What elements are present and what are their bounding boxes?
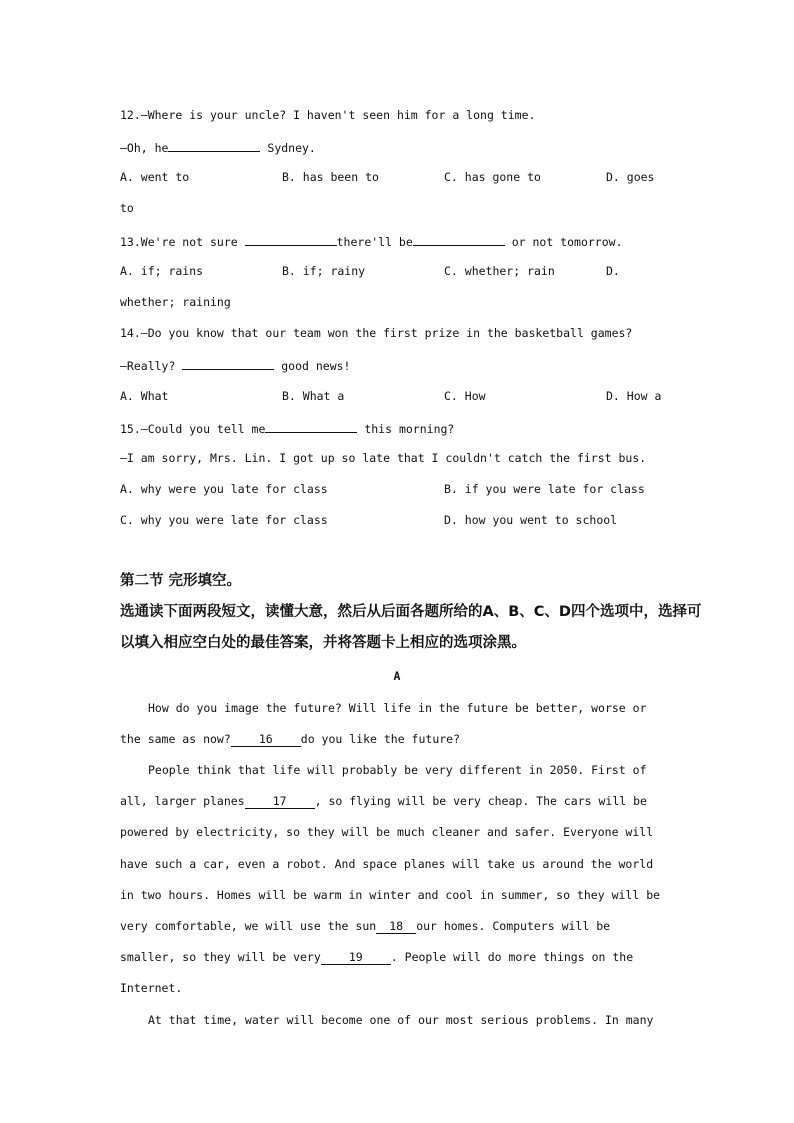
q14-option-b: B. What a — [282, 389, 345, 403]
answer-blank — [265, 420, 357, 433]
q13-stem: 13.We're not sure there'll be or not tomorrow. — [120, 235, 623, 249]
q15-option-d: D. how you went to school — [444, 513, 618, 527]
q13-option-d: D. — [606, 264, 620, 278]
q13-option-a: A. if; rains — [120, 264, 204, 278]
q12-option-d: D. goes — [606, 170, 655, 184]
q13-option-c: C. whether; rain — [444, 264, 555, 278]
q13-option-d-cont: whether; raining — [120, 295, 231, 309]
q14-option-d: D. How a — [606, 389, 662, 403]
passage-line: very comfortable, we will use the sun 18 our homes. Computers will be — [120, 919, 611, 933]
answer-blank — [245, 233, 337, 246]
blank-17: 17 — [245, 794, 315, 809]
blank-19: 19 — [321, 950, 391, 965]
section-title: 第二节 完形填空。 — [120, 573, 242, 589]
q12-option-c: C. has gone to — [444, 170, 541, 184]
passage-line: Internet. — [120, 981, 183, 995]
q15-option-b: B. if you were late for class — [444, 482, 645, 496]
passage-line: the same as now? 16 do you like the future? — [120, 732, 461, 746]
passage-line: have such a car, even a robot. And space planes will take us around the world — [120, 857, 654, 871]
answer-blank — [168, 139, 260, 152]
q13-option-b: B. if; rainy — [282, 264, 366, 278]
passage-line: People think that life will probably be very different in 2050. First of — [148, 763, 647, 777]
blank-18: 18 — [376, 919, 416, 934]
q12-option-d-cont: to — [120, 201, 134, 215]
q14-response: —Really? good news! — [120, 359, 351, 373]
q15-option-a: A. why were you late for class — [120, 482, 328, 496]
q15-stem: 15.—Could you tell me this morning? — [120, 422, 455, 436]
q15-response: —I am sorry, Mrs. Lin. I got up so late that I couldn't catch the first bus. — [120, 451, 647, 465]
section-instructions-2: 以填入相应空白处的最佳答案，并将答题卡上相应的选项涂黑。 — [120, 635, 526, 651]
q12-response: —Oh, he Sydney. — [120, 141, 316, 155]
passage-line: all, larger planes 17 , so flying will be very cheap. The cars will be — [120, 794, 647, 808]
answer-blank — [182, 357, 274, 370]
q15-option-c: C. why you were late for class — [120, 513, 328, 527]
q12-stem: 12.—Where is your uncle? I haven't seen him for a long time. — [120, 108, 536, 122]
q12-option-a: A. went to — [120, 170, 190, 184]
passage-label: A — [393, 669, 401, 683]
passage-line: How do you image the future? Will life in the future be better, worse or — [148, 701, 647, 715]
passage-line: powered by electricity, so they will be much cleaner and safer. Everyone will — [120, 825, 654, 839]
passage-line: in two hours. Homes will be warm in winter and cool in summer, so they will be — [120, 888, 661, 902]
q14-option-c: C. How — [444, 389, 486, 403]
answer-blank — [413, 233, 505, 246]
q12-option-b: B. has been to — [282, 170, 379, 184]
blank-16: 16 — [231, 732, 301, 747]
section-instructions-1: 选通读下面两段短文，读懂大意，然后从后面各题所给的A、B、C、D四个选项中，选择可 — [120, 604, 702, 620]
q14-option-a: A. What — [120, 389, 169, 403]
passage-line: At that time, water will become one of our most serious problems. In many — [148, 1013, 654, 1027]
passage-line: smaller, so they will be very 19 . People will do more things on the — [120, 950, 634, 964]
q14-stem: 14.—Do you know that our team won the first prize in the basketball games? — [120, 326, 633, 340]
